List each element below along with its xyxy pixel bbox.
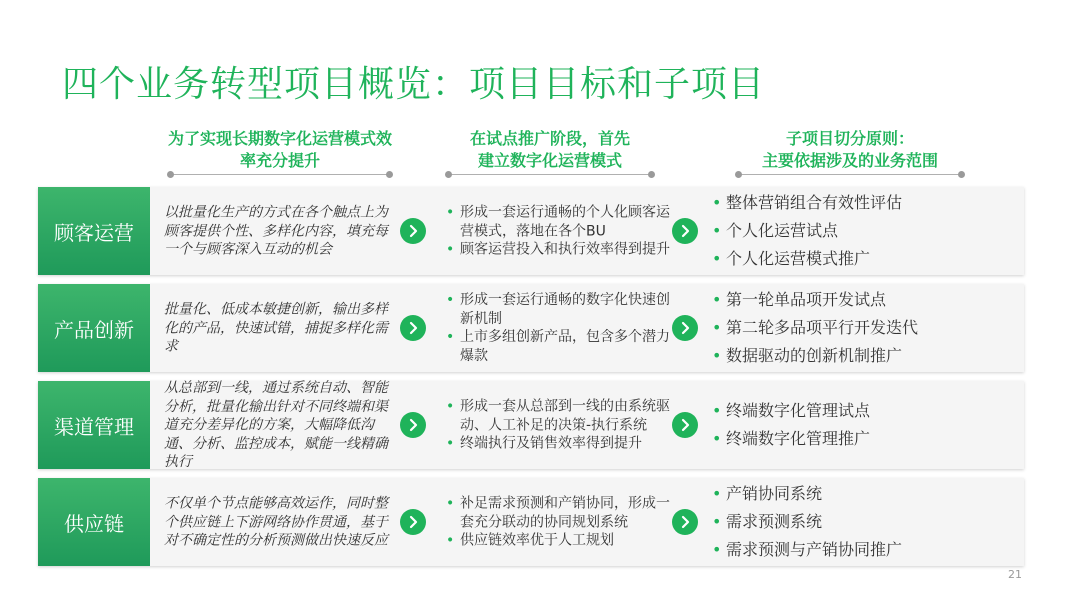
subproject-item: • 终端数字化管理推广 (712, 425, 1012, 453)
subproject-item: • 第一轮单品项开发试点 (712, 286, 1012, 314)
row-description: 从总部到一线，通过系统自动、智能分析，批量化输出针对不同终端和渠道充分差异化的方案，大幅降低沟通、分析、监控成本，赋能一线精确执行 (164, 379, 388, 470)
goal-item: • 补足需求预测和产销协同，形成一套充分联动的协同规划系统 (446, 494, 678, 531)
goal-item: • 形成一套运行通畅的数字化快速创新机制 (446, 291, 678, 328)
chevron-right-circle-icon (672, 315, 698, 341)
subproject-item: • 需求预测系统 (712, 508, 1012, 536)
goal-item: • 形成一套运行通畅的个人化顾客运营模式，落地在各个BU (446, 203, 678, 240)
chevron-right-circle-icon (672, 509, 698, 535)
page-number: 21 (1008, 568, 1022, 581)
row-goals (446, 291, 678, 365)
chevron-right-circle-icon (672, 218, 698, 244)
chevron-right-circle-icon (672, 412, 698, 438)
chevron-right-circle-icon (400, 218, 426, 244)
subproject-item: • 产销协同系统 (712, 480, 1012, 508)
row-label: 产品创新 (38, 284, 150, 372)
row-goals (446, 397, 678, 453)
project-row-product (38, 284, 1024, 372)
subproject-item: • 整体营销组合有效性评估 (712, 189, 1012, 217)
goal-item: • 供应链效率优于人工规划 (446, 531, 678, 550)
subproject-item: • 个人化运营试点 (712, 217, 1012, 245)
row-subprojects (712, 189, 1012, 273)
row-subprojects (712, 286, 1012, 370)
column-header-goal: 为了实现长期数字化运营模式效 率充分提升 (167, 129, 392, 170)
chevron-right-circle-icon (400, 412, 426, 438)
subproject-item: • 需求预测与产销协同推广 (712, 536, 1012, 564)
subproject-item: • 数据驱动的创新机制推广 (712, 342, 1012, 370)
column-header-divider (170, 174, 390, 175)
goal-item: • 形成一套从总部到一线的由系统驱动、人工补足的决策-执行系统 (446, 397, 678, 434)
project-row-customer (38, 187, 1024, 275)
row-description: 以批量化生产的方式在各个触点上为顾客提供个性、多样化内容，填充每一个与顾客深入互动的机会 (164, 204, 388, 258)
column-header-divider (448, 174, 652, 175)
row-label: 顾客运营 (38, 187, 150, 275)
row-label: 渠道管理 (38, 381, 150, 469)
project-row-channel (38, 381, 1024, 469)
goal-item: • 上市多组创新产品，包含多个潜力爆款 (446, 328, 678, 365)
subproject-item: • 第二轮多品项平行开发迭代 (712, 314, 1012, 342)
row-description: 不仅单个节点能够高效运作，同时整个供应链上下游网络协作贯通，基于对不确定性的分析预测做出快速反应 (164, 495, 388, 549)
subproject-item: • 终端数字化管理试点 (712, 397, 1012, 425)
row-description: 批量化、低成本敏捷创新，输出多样化的产品，快速试错，捕捉多样化需求 (164, 301, 388, 355)
row-subprojects (712, 397, 1012, 453)
row-goals (446, 203, 678, 259)
project-row-supply-chain (38, 478, 1024, 566)
page-title: 四个业务转型项目概览：项目目标和子项目 (62, 64, 766, 105)
row-subprojects (712, 480, 1012, 564)
row-label: 供应链 (38, 478, 150, 566)
goal-item: • 终端执行及销售效率得到提升 (446, 434, 678, 453)
chevron-right-circle-icon (400, 509, 426, 535)
row-goals (446, 494, 678, 550)
column-header-pilot: 在试点推广阶段，首先 建立数字化运营模式 (469, 129, 630, 170)
subproject-item: • 个人化运营模式推广 (712, 245, 1012, 273)
chevron-right-circle-icon (400, 315, 426, 341)
column-header-divider (738, 174, 962, 175)
goal-item: • 顾客运营投入和执行效率得到提升 (446, 240, 678, 259)
column-header-principle: 子项目切分原则： 主要依据涉及的业务范围 (761, 129, 938, 170)
